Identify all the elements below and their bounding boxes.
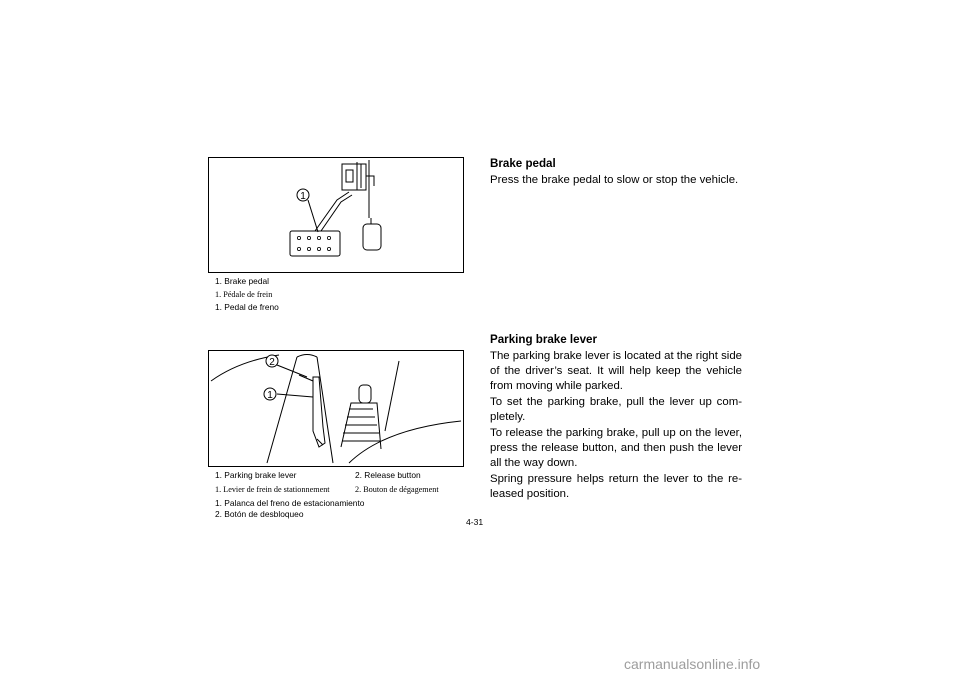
figure1-caption-en: 1. Brake pedal	[215, 276, 270, 286]
brake-pedal-illustration	[209, 158, 463, 272]
figure2-caption-es-2: 2. Botón de desbloqueo	[215, 509, 304, 519]
brake-pedal-heading: Brake pedal	[490, 157, 556, 170]
brake-pedal-paragraph: Press the brake pedal to slow or stop the vehicle.	[490, 174, 739, 186]
callout-2-label: 2	[269, 357, 275, 368]
parking-brake-heading: Parking brake lever	[490, 333, 597, 346]
parking-brake-paragraph-2: To set the parking brake, pull the lever up com-pletely.	[490, 396, 742, 424]
callout-1-label: 1	[300, 191, 306, 202]
figure1-caption-es: 1. Pedal de freno	[215, 302, 279, 312]
figure1-caption-fr: 1. Pédale de frein	[215, 290, 273, 299]
parking-brake-figure	[208, 350, 464, 467]
watermark: carmanualsonline.info	[624, 656, 761, 672]
figure2-caption-en-2: 2. Release button	[355, 470, 421, 480]
figure2-caption-fr-2: 2. Bouton de dégagement	[355, 485, 439, 494]
parking-brake-paragraph-3: To release the parking brake, pull up on the lever, press the release button, and then push the lever all the way down.	[490, 427, 742, 470]
brake-pedal-figure	[208, 157, 464, 273]
figure2-caption-fr-1: 1. Levier de frein de stationnement	[215, 485, 330, 494]
parking-brake-illustration	[209, 351, 463, 466]
figure2-caption-en-1: 1. Parking brake lever	[215, 470, 297, 480]
parking-brake-paragraph-1: The parking brake lever is located at the right side of the driver’s seat. It will help keep the vehicle from moving while parked.	[490, 350, 742, 393]
parking-brake-paragraph-4: Spring pressure helps return the lever to the re-leased position.	[490, 473, 742, 501]
figure2-caption-es-1: 1. Palanca del freno de estacionamiento	[215, 498, 365, 508]
callout-1b-label: 1	[267, 390, 273, 401]
page-number: 4-31	[466, 517, 484, 527]
